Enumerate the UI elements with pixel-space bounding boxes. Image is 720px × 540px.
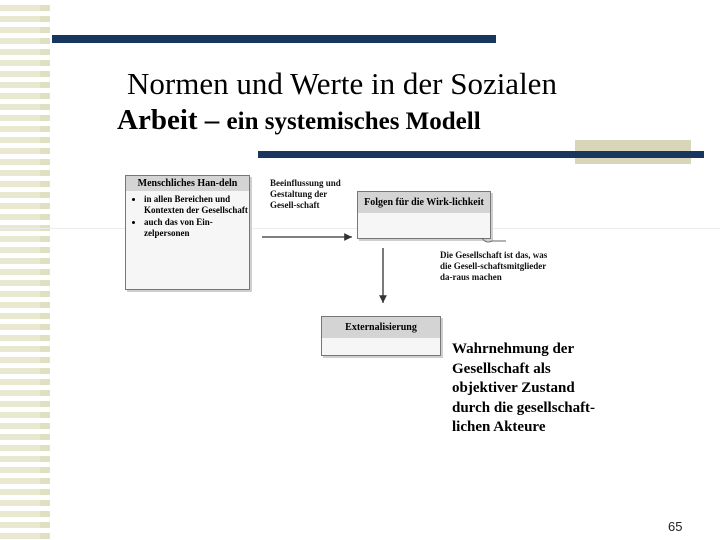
box-handeln-title: Menschliches Han-deln	[126, 176, 249, 191]
connector-folgen-label	[482, 238, 506, 242]
page-number: 65	[668, 519, 683, 534]
label-beeinflussung: Beeinflussung und Gestaltung der Gesell-schaft	[270, 178, 341, 210]
box-folgen-title: Folgen für die Wirk-lichkeit	[358, 192, 490, 213]
box-handeln-item: • in allen Bereichen und Kontexten der Gesellschaft	[144, 194, 249, 216]
label-gesellschaft: Die Gesellschaft ist das, was die Gesell-schaftsmitglieder da-raus machen	[440, 250, 548, 282]
statement-wahrnehmung: Wahrnehmung der Gesellschaft als objektiver Zustand durch die gesellschaft-lichen Akteure	[452, 341, 596, 435]
box-handeln-item: • auch das von Ein-zelpersonen	[144, 217, 249, 239]
title-line-2-main: Arbeit –	[117, 104, 227, 136]
title-line-2-sub: ein systemisches Modell	[226, 108, 481, 135]
title-line-1: Normen und Werte in der Sozialen	[127, 66, 557, 101]
box-externalisierung-title: Externalisierung	[322, 317, 440, 338]
